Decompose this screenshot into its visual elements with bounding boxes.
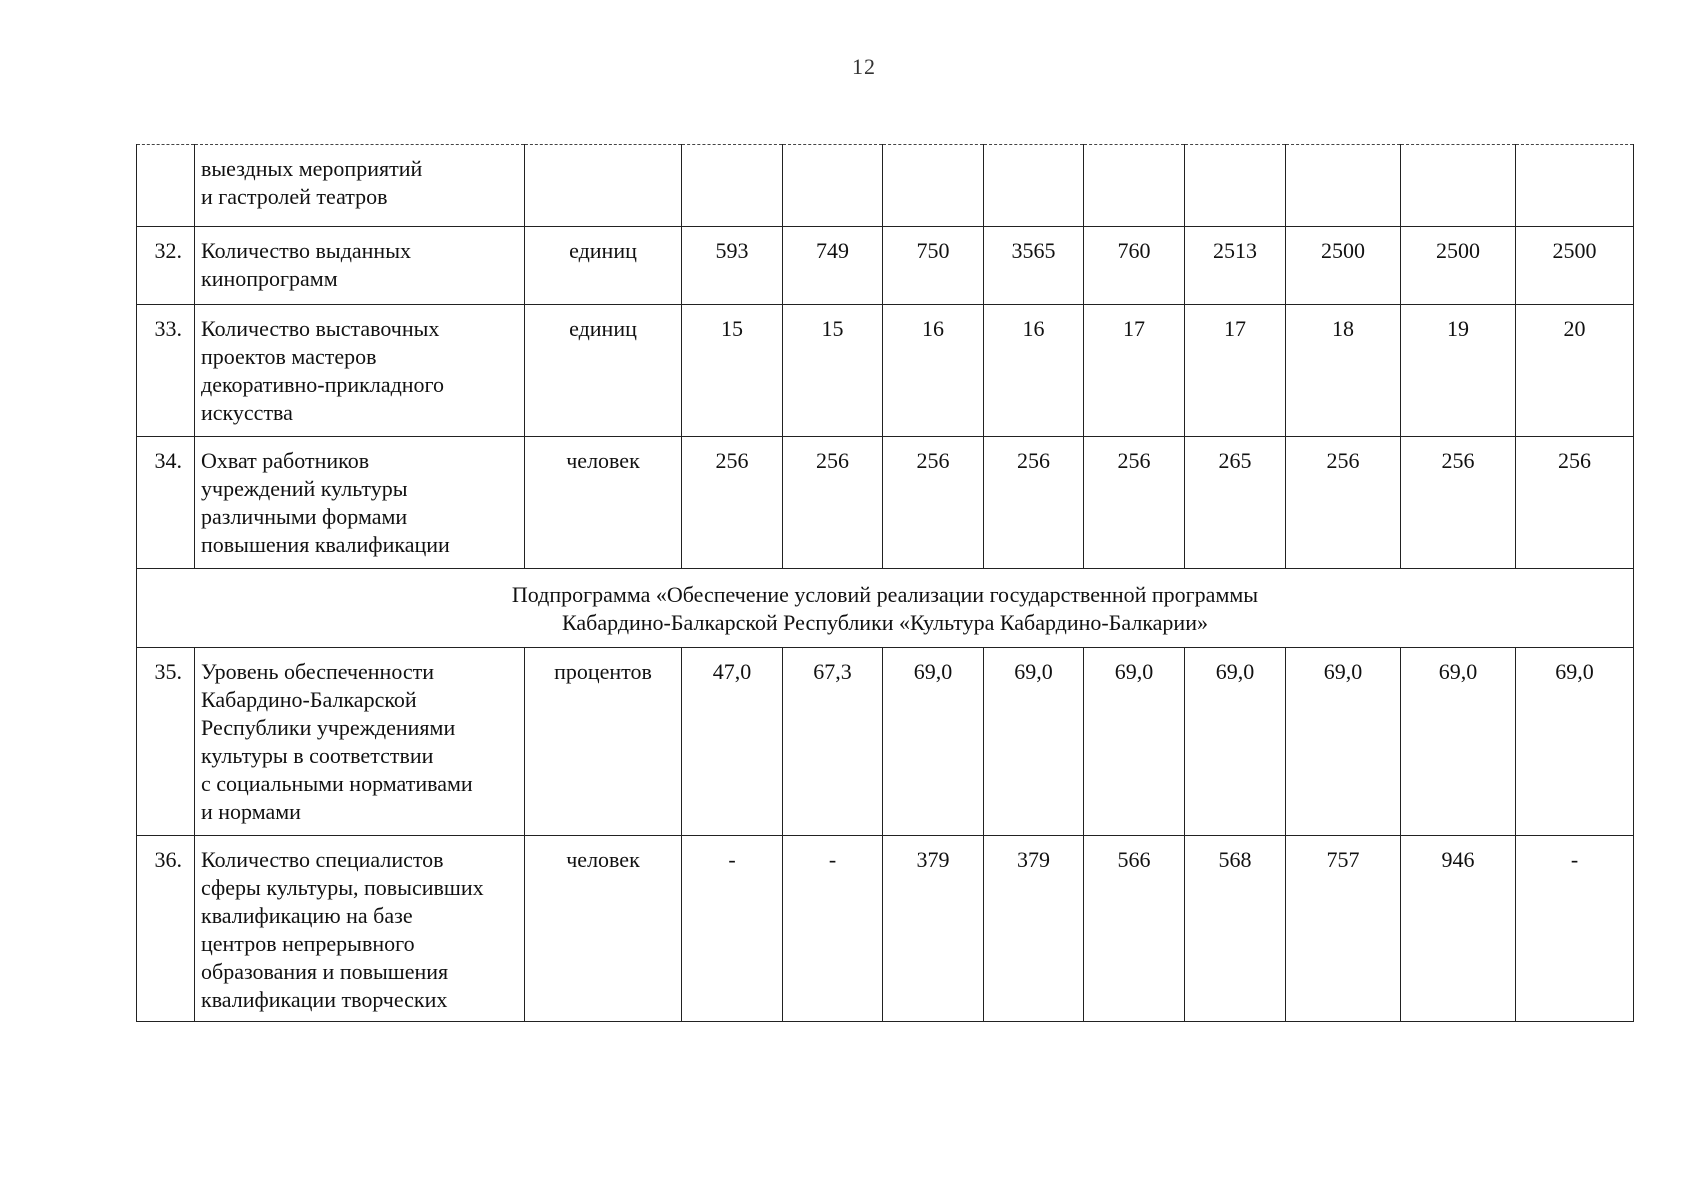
indicator-name-line: и нормами [201,799,301,824]
indicator-value [1516,145,1634,227]
indicator-name-line: различными формами [201,504,408,529]
indicator-value: 593 [682,227,783,305]
indicator-value: 69,0 [984,648,1084,836]
unit-of-measure: процентов [525,648,682,836]
indicator-name-line: Количество выданных [201,238,411,263]
subprogram-row [137,569,1634,648]
indicator-value: 69,0 [1084,648,1185,836]
indicator-name-line: декоративно-прикладного [201,372,445,397]
indicator-value: 946 [1401,836,1516,1022]
indicator-value: 256 [1286,437,1401,569]
indicator-value [1286,145,1401,227]
indicator-value [783,145,883,227]
indicator-value: 256 [1516,437,1634,569]
subprogram-title [137,569,1634,648]
indicator-value: 69,0 [1401,648,1516,836]
indicator-value: 15 [783,305,883,437]
table-row [137,836,1634,1022]
indicators-table [136,144,1634,1022]
indicator-name-line: Охват работников [201,448,370,473]
indicator-value: 2500 [1286,227,1401,305]
row-number: 35. [137,648,195,836]
indicator-value [682,145,783,227]
row-number: 34. [137,437,195,569]
indicator-value: 16 [883,305,984,437]
indicator-value: 256 [883,437,984,569]
indicator-value: 566 [1084,836,1185,1022]
indicator-name-line: повышения квалификации [201,532,450,557]
indicator-value: 568 [1185,836,1286,1022]
indicator-value: 379 [883,836,984,1022]
indicator-name [195,305,525,437]
indicator-name-line: с социальными нормативами [201,771,473,796]
indicator-name-line: кинопрограмм [201,266,338,291]
indicator-value: 379 [984,836,1084,1022]
indicator-name [195,437,525,569]
indicator-name-line: выездных мероприятий [201,156,423,181]
indicator-name-line: искусства [201,400,293,425]
table-row [137,227,1634,305]
indicator-name-line: Уровень обеспеченности [201,659,435,684]
indicator-value: 265 [1185,437,1286,569]
indicator-value [883,145,984,227]
unit-of-measure [525,145,682,227]
indicator-value: 69,0 [883,648,984,836]
indicator-value: - [1516,836,1634,1022]
indicator-value: 69,0 [1185,648,1286,836]
indicator-value: 256 [682,437,783,569]
row-number [137,145,195,227]
subprogram-title-line: Подпрограмма «Обеспечение условий реализации государственной программы [511,582,1259,607]
indicator-name-line: квалификации творческих [201,987,448,1012]
indicator-value: 15 [682,305,783,437]
indicator-value: 750 [883,227,984,305]
indicator-name-line: Кабардино-Балкарской [201,687,417,712]
indicator-name [195,648,525,836]
indicator-name-line: и гастролей театров [201,184,388,209]
indicator-value: 67,3 [783,648,883,836]
indicator-value: 256 [783,437,883,569]
row-number: 32. [137,227,195,305]
table-row [137,305,1634,437]
indicator-value: 69,0 [1286,648,1401,836]
indicator-value: 256 [984,437,1084,569]
indicator-name-line: образования и повышения [201,959,449,984]
indicator-value: 757 [1286,836,1401,1022]
indicator-value: 18 [1286,305,1401,437]
subprogram-title-line: Кабардино-Балкарской Республики «Культура Кабардино-Балкарии» [562,610,1208,635]
table-row [137,437,1634,569]
indicator-name-line: проектов мастеров [201,344,377,369]
indicator-value: - [682,836,783,1022]
indicator-value: 2500 [1401,227,1516,305]
indicator-name-line: Количество выставочных [201,316,440,341]
row-number: 33. [137,305,195,437]
indicator-name [195,836,525,1022]
indicator-value: 2513 [1185,227,1286,305]
indicator-value: 19 [1401,305,1516,437]
indicator-value: 749 [783,227,883,305]
indicator-name-line: Количество специалистов [201,847,444,872]
row-number: 36. [137,836,195,1022]
indicator-name [195,145,525,227]
indicator-name-line: сферы культуры, повысивших [201,875,484,900]
indicator-value: 16 [984,305,1084,437]
indicator-value: 760 [1084,227,1185,305]
indicator-name-line: учреждений культуры [201,476,408,501]
indicator-name-line: культуры в соответствии [201,743,434,768]
indicator-value: 256 [1401,437,1516,569]
indicator-value: - [783,836,883,1022]
indicator-name [195,227,525,305]
indicator-value: 3565 [984,227,1084,305]
indicator-value [1401,145,1516,227]
indicator-value: 17 [1185,305,1286,437]
indicator-value: 17 [1084,305,1185,437]
page-number: 12 [852,54,876,79]
indicator-value [1185,145,1286,227]
indicator-name-line: Республики учреждениями [201,715,456,740]
indicator-value: 20 [1516,305,1634,437]
unit-of-measure: единиц [525,305,682,437]
indicator-value [1084,145,1185,227]
table-row [137,145,1634,227]
unit-of-measure: единиц [525,227,682,305]
indicator-value: 2500 [1516,227,1634,305]
table-row [137,648,1634,836]
unit-of-measure: человек [525,437,682,569]
indicator-value: 69,0 [1516,648,1634,836]
unit-of-measure: человек [525,836,682,1022]
indicator-value: 256 [1084,437,1185,569]
table-body [137,145,1634,1022]
indicator-value: 47,0 [682,648,783,836]
indicator-name-line: центров непрерывного [201,931,415,956]
indicator-name-line: квалификацию на базе [201,903,413,928]
indicator-value [984,145,1084,227]
